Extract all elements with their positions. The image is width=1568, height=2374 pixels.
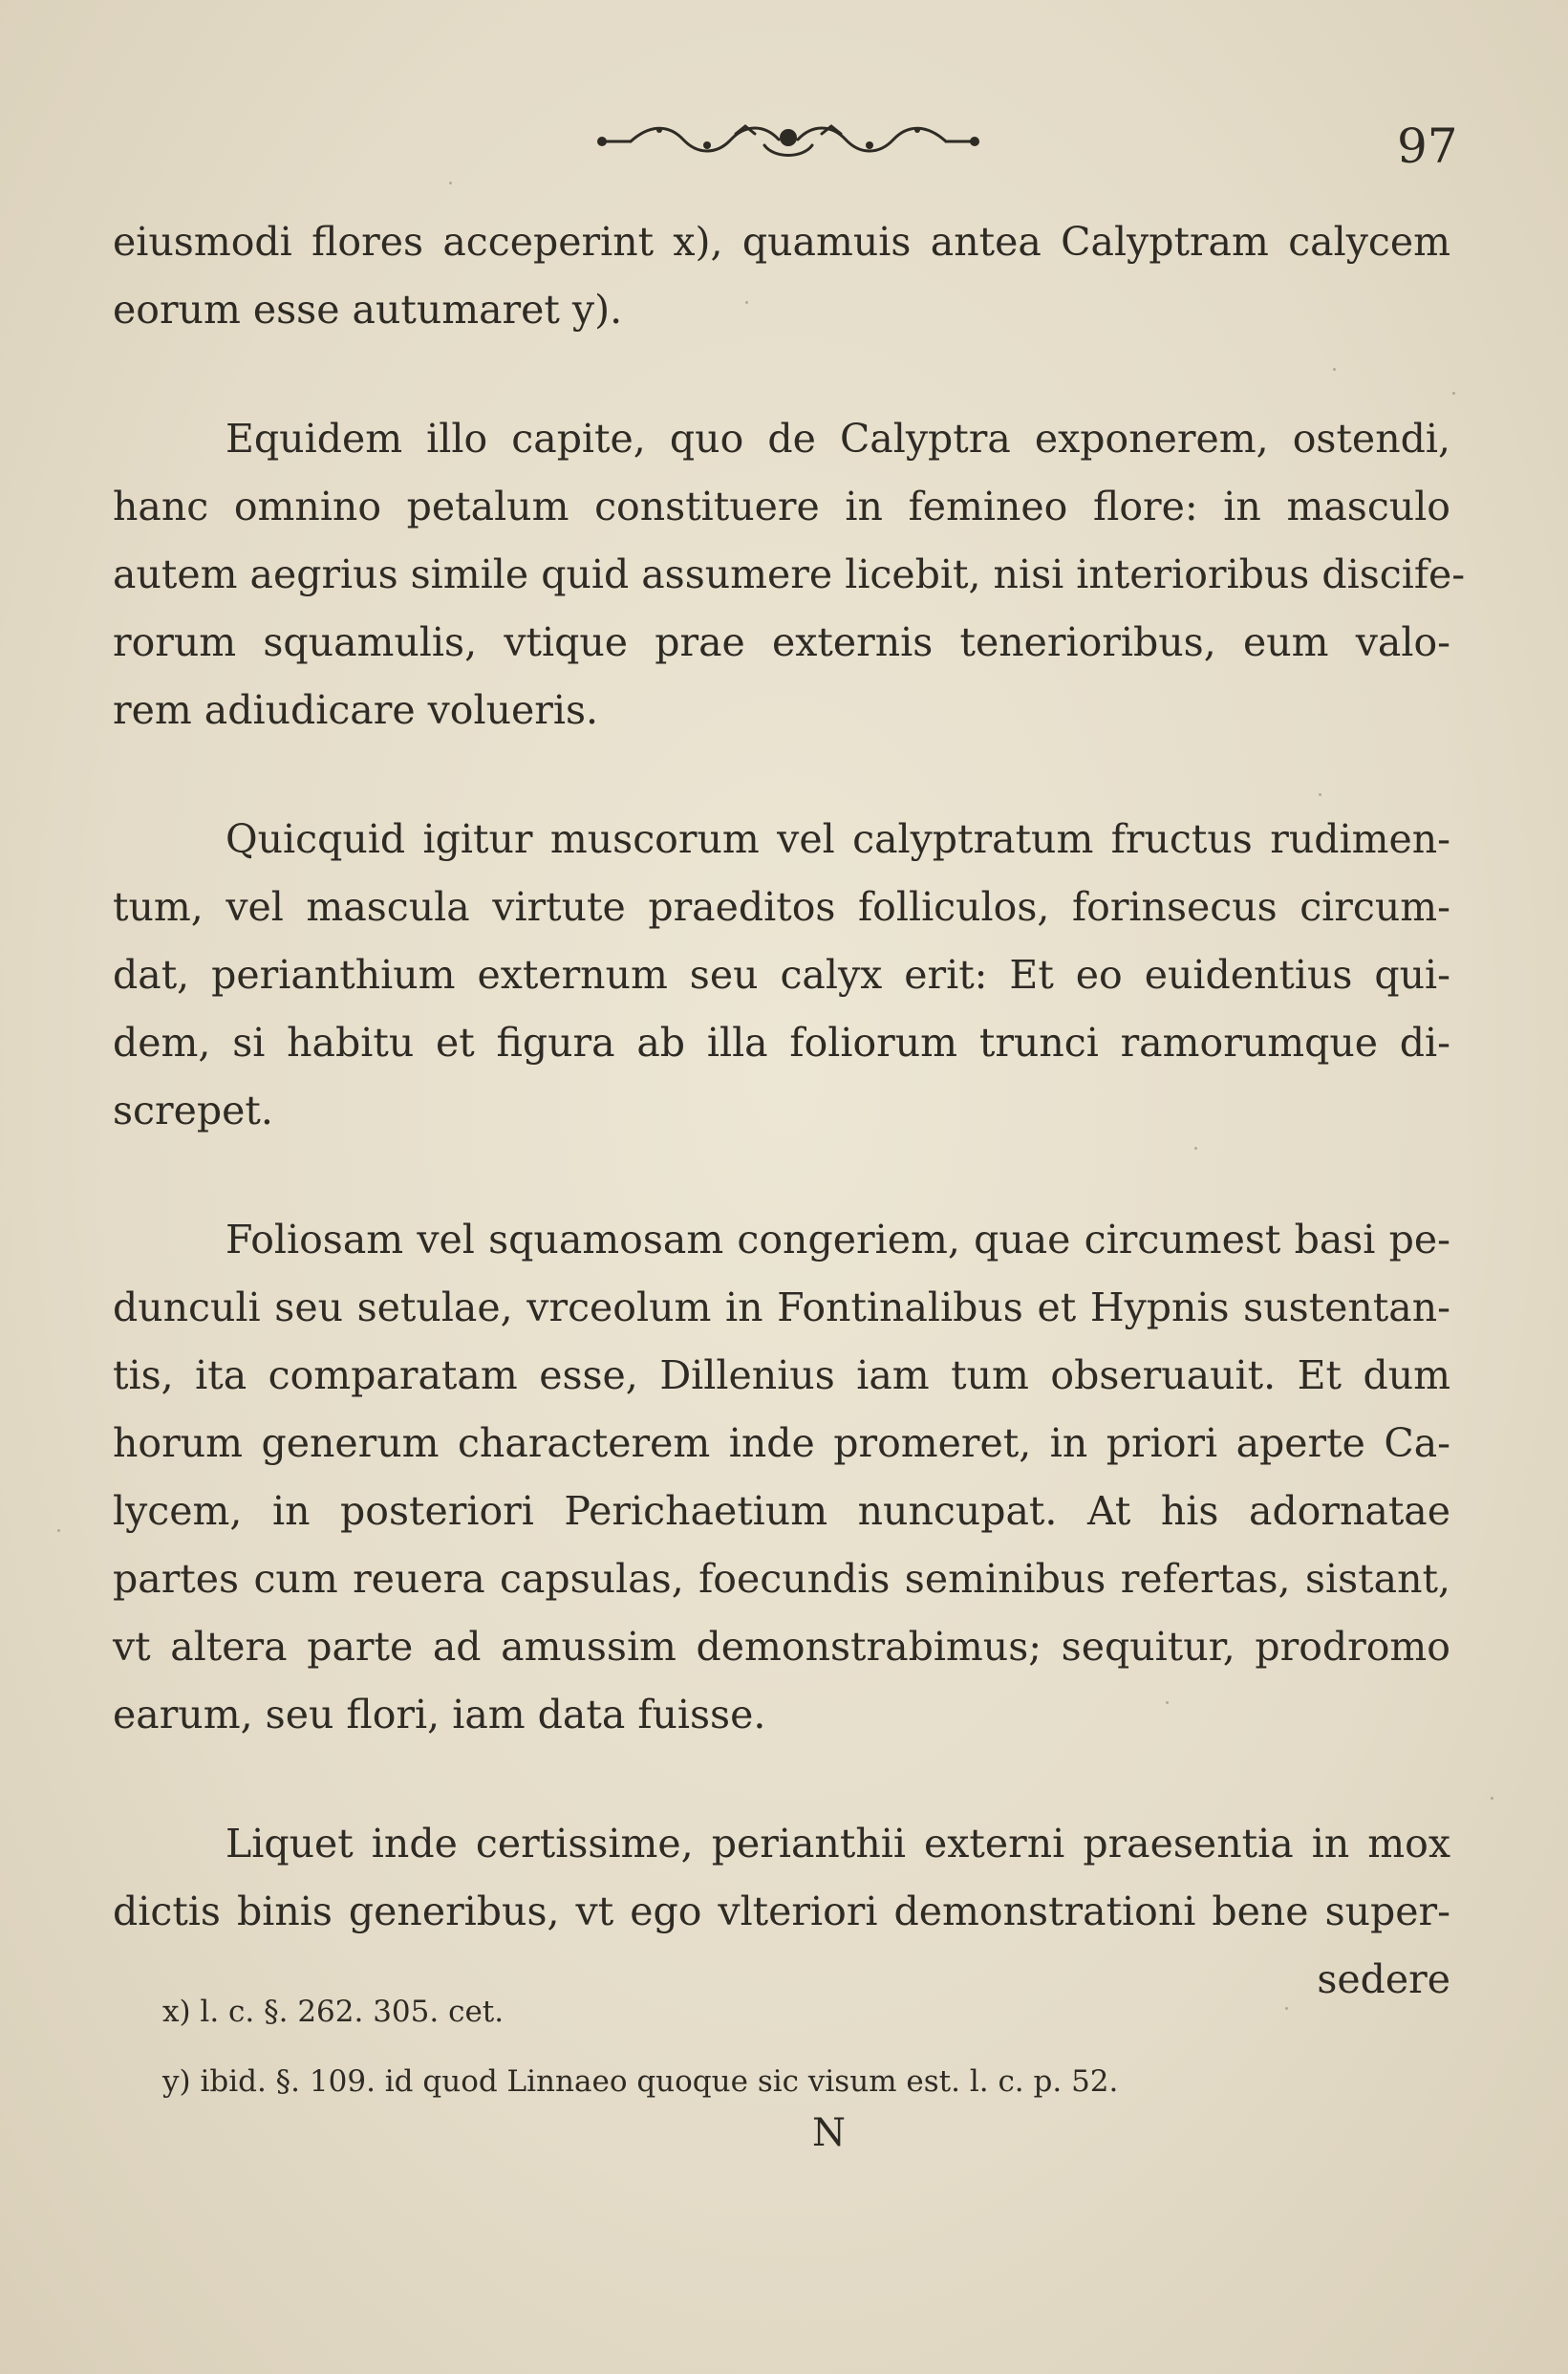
text-line: hanc omnino petalum constituere in femineo flore: in masculo — [113, 484, 1450, 529]
text-line: eiusmodi flores acceperint x), quamuis antea Calyptram calycem — [113, 219, 1450, 265]
text-line: dem, si habitu et figura ab illa foliorum trunci ramorumque di- — [113, 1020, 1450, 1066]
text-line: dat, perianthium externum seu calyx erit: Et eo euidentius qui- — [113, 952, 1450, 998]
text-line: screpet. — [113, 1088, 273, 1133]
paragraph — [113, 1810, 1450, 2014]
text-line: earum, seu flori, iam data fuisse. — [113, 1692, 766, 1737]
signature-mark: N — [812, 2111, 846, 2155]
footnote: x) l. c. §. 262. 305. cet. — [162, 1995, 505, 2029]
paragraph — [113, 806, 1450, 1145]
text-line: tum, vel mascula virtute praeditos folliculos, forinsecus circum- — [113, 884, 1450, 930]
text-line: Equidem illo capite, quo de Calyptra exponerem, ostendi, — [226, 416, 1450, 462]
text-line: Liquet inde certissime, perianthii externi praesentia in mox — [226, 1821, 1450, 1867]
text-line: autem aegrius simile quid assumere licebit, nisi interioribus discife- — [113, 551, 1466, 597]
catchword: sedere — [1317, 1956, 1450, 2002]
text-line: partes cum reuera capsulas, foecundis seminibus refertas, sistant, — [113, 1556, 1450, 1602]
paragraph — [113, 1206, 1450, 1749]
paragraph — [113, 405, 1466, 745]
text-line: rem adiudicare volueris. — [113, 687, 599, 733]
text-line: lycem, in posteriori Perichaetium nuncupat. At his adornatae — [113, 1488, 1450, 1534]
text-line: tis, ita comparatam esse, Dillenius iam tum obseruauit. Et dum — [113, 1352, 1450, 1398]
text-line: rorum squamulis, vtique prae externis tenerioribus, eum valo- — [113, 619, 1450, 665]
page-number: 97 — [1397, 119, 1458, 174]
text-line: dunculi seu setulae, vrceolum in Fontinalibus et Hypnis sustentan- — [113, 1284, 1450, 1330]
text-line: Quicquid igitur muscorum vel calyptratum fructus rudimen- — [226, 816, 1450, 862]
ornament-icon — [592, 117, 984, 164]
footnotes — [162, 1993, 1309, 2101]
paragraph — [113, 208, 1450, 344]
text-line: dictis binis generibus, vt ego vlteriori demonstrationi bene super- — [113, 1888, 1450, 1934]
footnote: y) ibid. §. 109. id quod Linnaeo quoque sic visum est. l. c. p. 52. — [162, 2064, 1119, 2099]
text-line: vt altera parte ad amussim demonstrabimus; sequitur, prodromo — [113, 1624, 1450, 1670]
body-text — [113, 208, 1466, 2014]
text-line: horum generum characterem inde promeret, in priori aperte Ca- — [113, 1420, 1450, 1466]
text-line: Foliosam vel squamosam congeriem, quae circumest basi pe- — [226, 1217, 1450, 1263]
text-line: eorum esse autumaret y). — [113, 287, 623, 333]
